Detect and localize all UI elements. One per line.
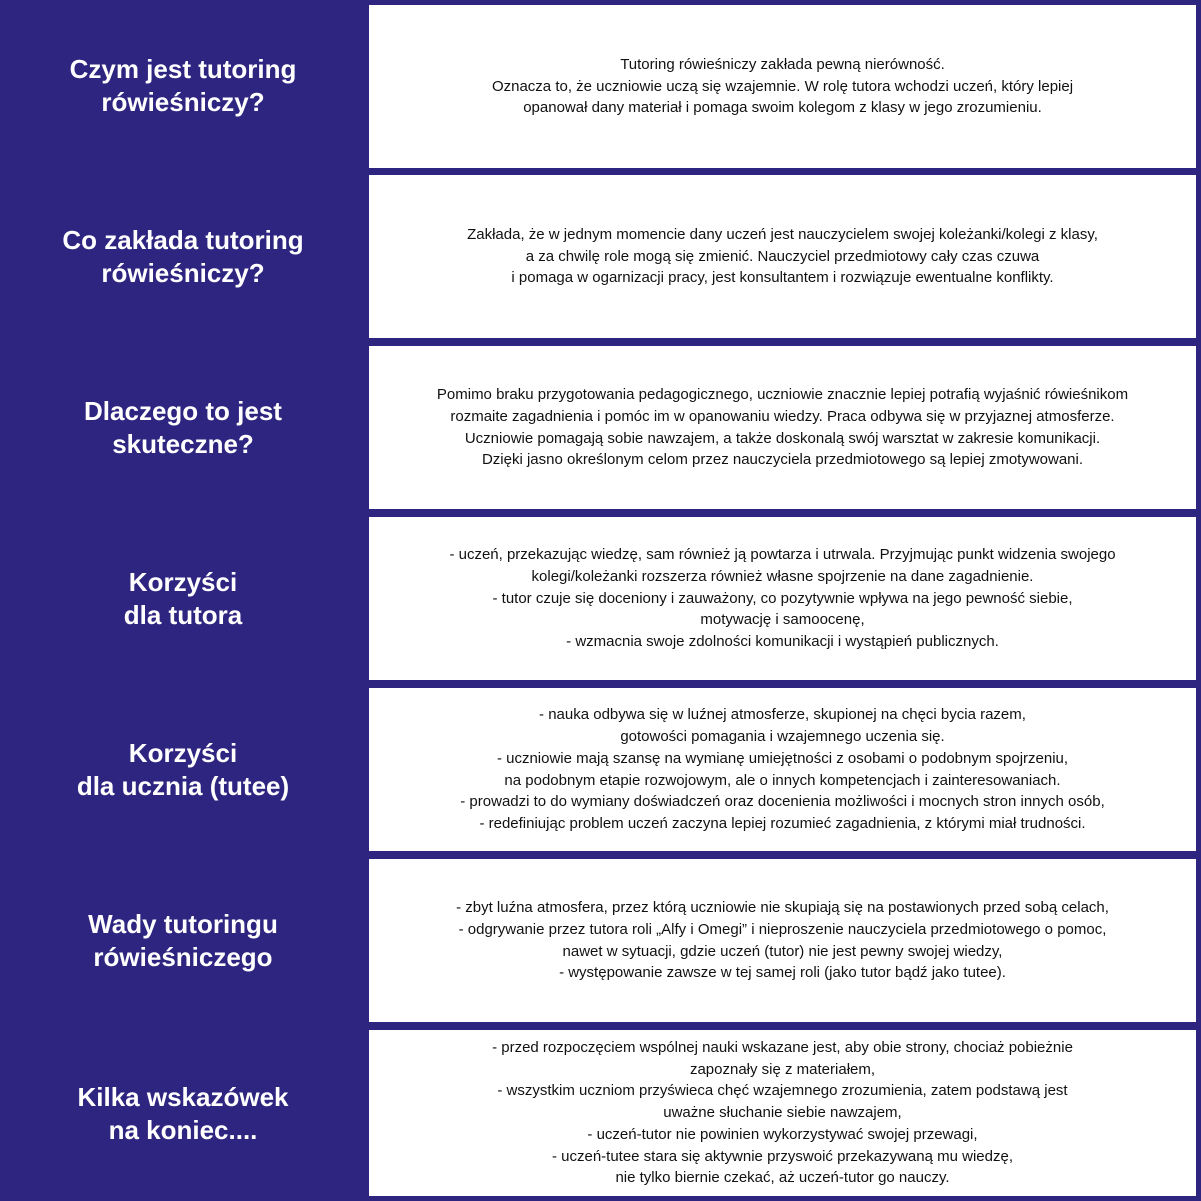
row-content-cell [369, 688, 1196, 851]
row-description: Zakłada, że w jednym momencie dany uczeń jest nauczycielem swojej koleżanki/kolegi z klasy, a za chwilę role mogą się zmienić. Nauczyciel przedmiotowy cały czas czuwa i pomaga w ogarnizacji pracy, jest konsultantem i rozwiązuje ewentualne konflikty. [467, 225, 1098, 287]
table-row [0, 513, 1201, 684]
row-description: - przed rozpoczęciem wspólnej nauki wskazane jest, aby obie strony, chociaż pobieżnie zapoznały się z materiałem, - wszystkim uczniom przyświeca chęć wzajemnego zrozumienia, zatem podstawą jest uważne słuchanie siebie nawzajem, - uczeń-tutor nie powinien wykorzystywać swojej przewagi, - uczeń-tutee stara się aktywnie przyswoić przekazywaną mu wiedzę, nie tylko biernie czekać, aż uczeń-tutor go nauczy. [492, 1038, 1073, 1187]
row-heading: Korzyści dla ucznia (tutee) [76, 737, 290, 801]
table-row [0, 1026, 1201, 1201]
row-heading-cell [0, 342, 366, 513]
row-content-cell [369, 517, 1196, 680]
table-row [0, 171, 1201, 342]
row-heading-cell [0, 0, 366, 171]
row-description: - nauka odbywa się w luźnej atmosferze, skupionej na chęci bycia razem, gotowości pomagania i wzajemnego uczenia się. - uczniowie mają szansę na wymianę umiejętności z osobami o podobnym spojrzeniu, na podobnym etapie rozwojowym, ale o innych kompetencjach i zainteresowaniach. - prowadzi to do wymiany doświadczeń oraz docenienia możliwości i mocnych stron innych osób, - redefiniując problem uczeń zaczyna lepiej rozumieć zagadnienia, z którymi miał trudności. [460, 706, 1105, 833]
row-heading: Wady tutoringu rówieśniczego [88, 908, 278, 972]
row-content-cell [369, 5, 1196, 168]
row-description: Pomimo braku przygotowania pedagogicznego, uczniowie znacznie lepiej potrafią wyjaśnić rówieśnikom rozmaite zagadnienia i pomóc im w opanowaniu wiedzy. Praca odbywa się w przyjaznej atmosferze. Uczniowie pomagają sobie nawzajem, a także doskonalą swój warsztat w zakresie komunikacji. Dzięki jasno określonym celom przez nauczyciela przedmiotowego są lepiej zmotywowani. [436, 385, 1129, 469]
row-description: - uczeń, przekazując wiedzę, sam również ją powtarza i utrwala. Przyjmując punkt widzenia swojego kolegi/koleżanki rozszerza również własne spojrzenie na dane zagadnienie. - tutor czuje się doceniony i zauważony, co pozytywnie wpływa na jego pewność siebie, motywację i samoocenę, - wzmacnia swoje zdolności komunikacji i wystąpień publicznych. [449, 546, 1116, 651]
row-heading: Kilka wskazówek na koniec.... [77, 1081, 289, 1145]
row-heading-cell [0, 855, 366, 1026]
row-content-cell [369, 859, 1196, 1022]
row-heading: Dlaczego to jest skuteczne? [84, 395, 282, 459]
row-heading: Czym jest tutoring rówieśniczy? [69, 53, 297, 117]
table-row [0, 684, 1201, 855]
row-description: - zbyt luźna atmosfera, przez którą uczniowie nie skupiają się na postawionych przed sobą celach, - odgrywanie przez tutora roli „Alfy i Omegi” i nieproszenie nauczyciela przedmiotowego o pomoc, nawet w sytuacji, gdzie uczeń (tutor) nie jest pewny swojej wiedzy, - występowanie zawsze w tej samej roli (jako tutor bądź jako tutee). [456, 898, 1109, 982]
row-heading-cell [0, 1026, 366, 1201]
table-row [0, 0, 1201, 171]
row-heading-cell [0, 171, 366, 342]
row-heading: Korzyści dla tutora [123, 566, 243, 630]
table-row [0, 342, 1201, 513]
row-description: Tutoring rówieśniczy zakłada pewną nierówność. Oznacza to, że uczniowie uczą się wzajemnie. W rolę tutora wchodzi uczeń, który lepiej opanował dany materiał i pomaga swoim kolegom z klasy w jego zrozumieniu. [491, 55, 1074, 117]
table-row [0, 855, 1201, 1026]
row-heading: Co zakłada tutoring rówieśniczy? [62, 224, 304, 288]
row-content-cell [369, 1030, 1196, 1196]
row-heading-cell [0, 684, 366, 855]
row-content-cell [369, 346, 1196, 509]
row-content-cell [369, 175, 1196, 338]
row-heading-cell [0, 513, 366, 684]
